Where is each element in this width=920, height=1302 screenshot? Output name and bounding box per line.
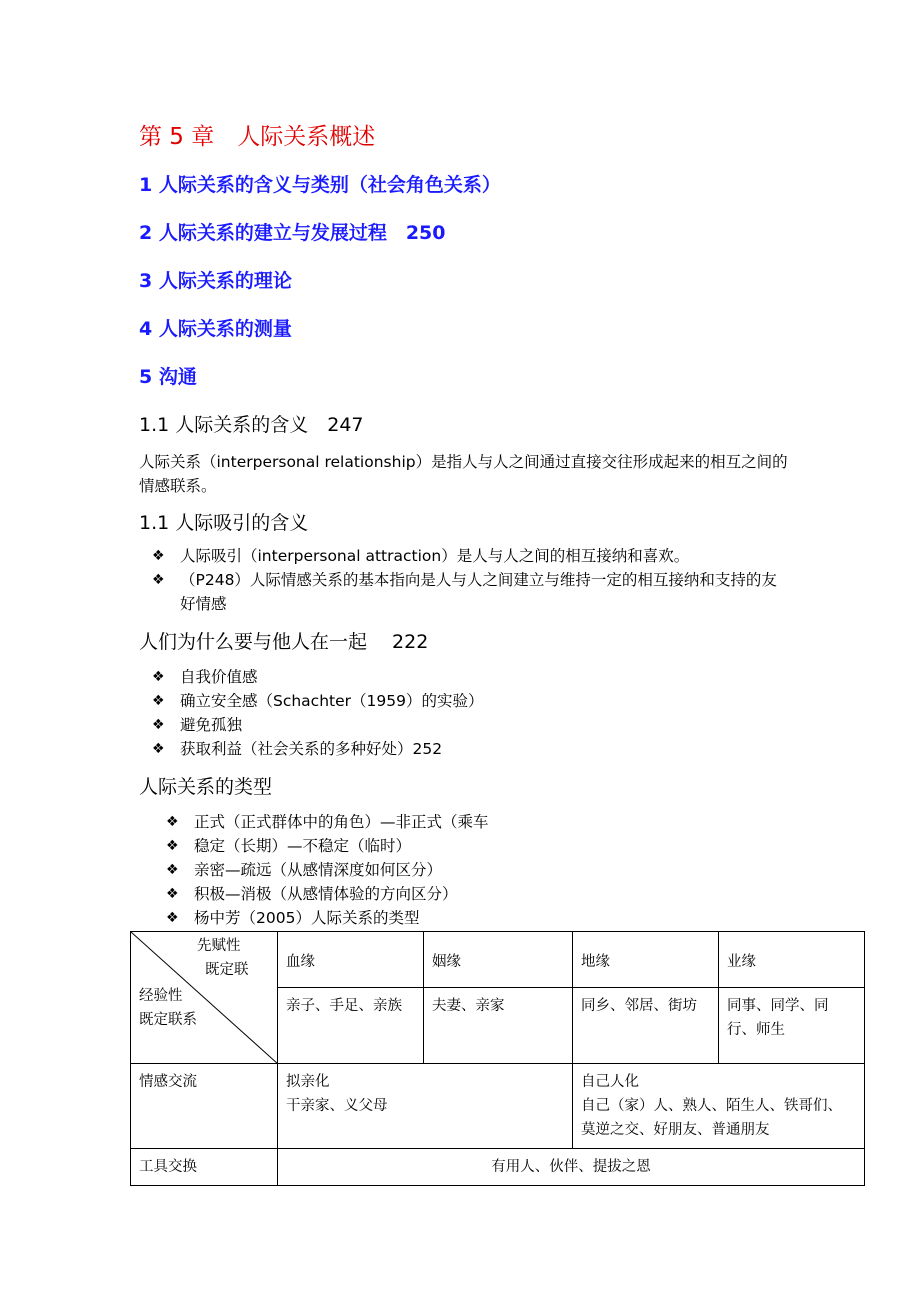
list-item: ❖ 杨中芳（2005）人际关系的类型 bbox=[166, 906, 489, 930]
list-item: ❖ 积极—消极（从感情体验的方向区分） bbox=[166, 882, 489, 906]
bullet-icon: ❖ bbox=[152, 693, 165, 709]
list-item: ❖ 确立安全感（Schachter（1959）的实验） bbox=[152, 689, 483, 713]
bullet-icon: ❖ bbox=[152, 548, 165, 564]
section-title: 人们为什么要与他人在一起 222 bbox=[139, 631, 429, 653]
table-cell: 同乡、邻居、街坊 bbox=[573, 988, 719, 1064]
bullet-icon: ❖ bbox=[166, 886, 179, 902]
row-label: 情感交流 bbox=[131, 1064, 278, 1149]
column-header: 地缘 bbox=[573, 932, 719, 988]
bullet-icon: ❖ bbox=[152, 572, 165, 588]
toc-item: 5 沟通 bbox=[139, 366, 197, 388]
toc-item: 4 人际关系的测量 bbox=[139, 318, 292, 340]
list-item: ❖ 稳定（长期）—不稳定（临时） bbox=[166, 834, 489, 858]
bullet-icon: ❖ bbox=[152, 717, 165, 733]
section-paragraph: 人际关系（interpersonal relationship）是指人与人之间通过直接交往形成起来的相互之间的情感联系。 bbox=[139, 453, 788, 495]
toc-item: 3 人际关系的理论 bbox=[139, 270, 292, 292]
bullet-list bbox=[166, 810, 489, 930]
bullet-icon: ❖ bbox=[166, 814, 179, 830]
row-label: 工具交换 bbox=[131, 1149, 278, 1186]
list-item: ❖ 获取利益（社会关系的多种好处）252 bbox=[152, 737, 483, 761]
list-item: ❖ 亲密—疏远（从感情深度如何区分） bbox=[166, 858, 489, 882]
toc-item: 1 人际关系的含义与类别（社会角色关系） bbox=[139, 174, 501, 196]
list-item: ❖ 自我价值感 bbox=[152, 665, 483, 689]
bullet-list bbox=[152, 665, 483, 761]
toc-item: 2 人际关系的建立与发展过程 250 bbox=[139, 222, 446, 244]
column-header: 血缘 bbox=[278, 932, 424, 988]
relationship-types-table bbox=[130, 931, 865, 1186]
bullet-icon: ❖ bbox=[166, 838, 179, 854]
bullet-list bbox=[152, 544, 802, 616]
section-title: 人际关系的类型 bbox=[139, 776, 273, 798]
column-header: 姻缘 bbox=[424, 932, 573, 988]
table-cell: 亲子、手足、亲族 bbox=[278, 988, 424, 1064]
table-corner-cell: 先赋性 既定联 经验性 既定联系 bbox=[131, 932, 278, 1064]
bullet-icon: ❖ bbox=[166, 862, 179, 878]
section-title: 1.1 人际吸引的含义 bbox=[139, 512, 309, 534]
table-cell: 自己人化 自己（家）人、熟人、陌生人、铁哥们、莫逆之交、好朋友、普通朋友 bbox=[573, 1064, 865, 1149]
bullet-icon: ❖ bbox=[152, 669, 165, 685]
section-title: 1.1 人际关系的含义 247 bbox=[139, 414, 364, 436]
list-item: ❖ 正式（正式群体中的角色）—非正式（乘车 bbox=[166, 810, 489, 834]
list-item: ❖ 避免孤独 bbox=[152, 713, 483, 737]
table-cell: 有用人、伙伴、提拔之恩 bbox=[278, 1149, 865, 1186]
column-header: 业缘 bbox=[719, 932, 865, 988]
list-item: ❖ 人际吸引（interpersonal attraction）是人与人之间的相互接纳和喜欢。 bbox=[152, 544, 802, 568]
table-cell: 拟亲化 干亲家、义父母 bbox=[278, 1064, 573, 1149]
chapter-title: 第 5 章 人际关系概述 bbox=[139, 124, 376, 150]
list-item: ❖ （P248）人际情感关系的基本指向是人与人之间建立与维持一定的相互接纳和支持的友好情感 bbox=[152, 568, 802, 616]
table-cell: 夫妻、亲家 bbox=[424, 988, 573, 1064]
bullet-icon: ❖ bbox=[152, 741, 165, 757]
table-cell: 同事、同学、同行、师生 bbox=[719, 988, 865, 1064]
bullet-icon: ❖ bbox=[166, 910, 179, 926]
